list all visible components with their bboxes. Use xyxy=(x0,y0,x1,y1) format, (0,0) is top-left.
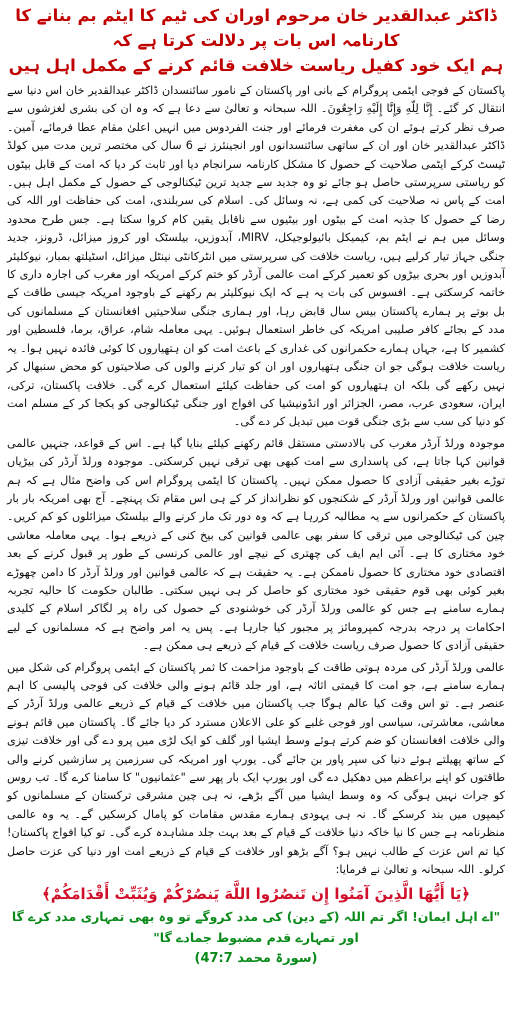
paragraph-3: عالمی ورلڈ آرڈر کی مردہ ہوتی طاقت کے باوجود مزاحمت کا ثمر پاکستان کے ایٹمی پروگرام کی شکل میں ہمارے سامنے ہے، جو امت کا قیمتی اثاثہ ہے، اور جلد قائم ہونے والی خلافت کی فوجی پالیسی کا اہم عنصر ہے۔ تو اس وقت کیا عالم ہوگا جب پاکستان میں خلافت کے قیام کے ذریعے عالمی ورلڈ آرڈر کے معاشی، معاشرتی، سیاسی اور فوجی غلبے کو علی الاعلان مسترد کر دیا جائے گا۔ پاکستان میں قائم ہونے والی خلافت افغانستان کو ضم کرتے ہوئے وسط ایشیا اور گلف کو ایک لڑی میں پرو دے گی اور خلافت تیزی کے ساتھ پھیلتے ہوئے دنیا کی سپر پاور بن جائے گی۔ یورپ اور امریکہ کی سرزمین پر سازشیں کرنے والی طاقتوں کو اپنے براعظم میں دھکیل دے گی اور یورپ ایک بار پھر سے "عثمانیوں" کا سامنا کرے گا۔ تب روس کو جرات نہیں ہوگی کہ وہ وسط ایشیا میں آگے بڑھے، نہ ہی چین مشرقی ترکستان کے مسلمانوں کو کیمپوں میں بند کرسکے گا۔ نہ ہی یہودی ہمارے مقدس مقامات کو پامال کرسکیں گے۔ یہ وہ عالمی منظرنامہ ہے جس کا نیا خاکہ دنیا خلافت کے قیام کے بعد بہت جلد مشاہدہ کرے گی۔ تو کیا افواج پاکستان! کیا تم اس عزت کے طالب نہیں ہو؟ آگے بڑھو اور خلافت کے قیام کے ذریعے امت اور دنیا کی عزت حاصل کرلو۔ اللہ سبحانہ و تعالیٰ نے فرمایا: xyxy=(7,660,505,877)
quran-verse: ﴿يَا أَيُّهَا الَّذِينَ آمَنُوا إِن تَنصُرُوا اللَّهَ يَنصُرْكُمْ وَيُثَبِّتْ أَقْدَامَكُمْ﴾ xyxy=(41,885,471,904)
verse-reference: (سورۃ محمد 47:7) xyxy=(194,951,318,967)
article-body xyxy=(7,82,505,879)
headline xyxy=(7,3,505,78)
headline-line-1: ڈاکٹر عبدالقدیر خان مرحوم اوران کی ٹیم کا ایٹم بم بنانے کا کارنامہ اس بات پر دلالت کرتا ہے کہ xyxy=(15,6,497,50)
paragraph-2: موجودہ ورلڈ آرڈر مغرب کی بالادستی مستقل قائم رکھنے کیلئے بنایا گیا ہے۔ اس کے قواعد، جنہیں عالمی قوانین کہا جاتا ہے، کی پاسداری سے امت کبھی بھی ترقی نہیں کرسکتی۔ موجودہ ورلڈ آرڈر کی بیڑیاں توڑے بغیر حقیقی آزادی کا حصول ممکن نہیں۔ پاکستان کا ایٹمی پروگرام اس کی واضح مثال ہے کہ ہم عالمی قوانین اور ورلڈ آرڈر کے شکنجوں کو نظرانداز کر کے ہی اس مقام تک پہنچے۔ آج بھی امریکہ بار بار پاکستان کے حکمرانوں سے یہ مطالبہ کررہا ہے کہ وہ دور تک مار کرنے والے بیلسٹک میزائلوں کو کم کریں۔ چین کی ٹیکنالوجی میں ترقی کا سفر بھی عالمی قوانین کی بیخ کنی کے ذریعے ہوا۔ یہی معاملہ معاشی خود مختاری کا ہے۔ آئی ایم ایف کی چھتری کے نیچے اور عالمی کرنسی کے طور پر قبول کرنے کے بعد اقتصادی خود مختاری کا حصول ناممکن ہے۔ یہ حقیقت ہے کہ عالمی قوانین اور ورلڈ آرڈر کا دامن چھوڑے بغیر کوئی بھی قوم حقیقی خود مختاری کو حاصل کر ہی نہیں سکتی۔ طالبان حکومت کا حالیہ تجربہ ہمارے سامنے ہے جس کو عالمی ورلڈ آرڈر کی خوشنودی کے حصول کی راہ پر لگاکر اسلام کے کلیدی احکامات پر درجہ بدرجہ کمپرومائز پر مجبور کیا جارہا ہے۔ پس یہ امر واضح ہے کہ مسلمانوں کے لیے حقیقی آزادی کا حصول صرف ریاست خلافت کے قیام کے ذریعے ہی ممکن ہے۔ xyxy=(7,436,505,653)
paragraph-1: پاکستان کے فوجی ایٹمی پروگرام کے بانی اور پاکستان کے نامور سائنسدان ڈاکٹر عبدالقدیر خان اس دنیا سے انتقال کر گئے۔ إِنَّا لِلّهِ وَإِنَّا إِلَيْهِ رَاجِعُونَ۔ اللہ سبحانہ و تعالیٰ سے دعا ہے کہ وہ ان کی بشری لغزشوں سے صرف نظر کرتے ہوئے ان کی مغفرت فرمائے اور جنت الفردوس میں انہیں اعلیٰ مقام عطا فرمائے، آمین۔ ڈاکٹر عبدالقدیر خان اور ان کے ساتھی سائنسدانوں اور انجینئرز نے 6 سال کی مختصر ترین مدت میں کولڈ ٹیسٹ کرکے ایٹمی صلاحیت کے حصول کا مشکل کارنامہ سرانجام دیا اور ثابت کر دیا کہ امت کے قابل بیٹوں کو ریاستی سرپرستی حاصل ہو جائے تو وہ جدید سے جدید ترین ٹیکنالوجی کے حصول کے مکمل اہل ہیں۔ امت کے پاس نہ صلاحیت کی کمی ہے، نہ وسائل کی۔ اسلام کی سربلندی، امت کی حفاظت اور اللہ کی رضا کے حصول کا جذبہ امت کے بیٹوں اور بیٹیوں سے ناقابل یقین کام کروا سکتا ہے۔ جس طرح محدود وسائل میں ہم نے ایٹم بم، کیمیکل بائیولوجیکل، MIRV، آبدوزیں، بیلسٹک اور کروز میزائل، ڈرونز، جدید جنگی جہاز تیار کرلیے ہیں، ریاست خلافت کی سرپرستی میں انٹرکانٹی نینٹل میزائل، اسٹیلتھ بمبار، نیوکلیئر آبدوزیں اور بحری بیڑوں کو تعمیر کرکے امت عالمی آرڈر کو ختم کرکے امریکہ اور مغرب کی اجارہ داری کا خاتمہ کرسکتی ہے۔ افسوس کی بات یہ ہے کہ ایک نیوکلیئر بم رکھنے کے باوجود امریکہ جیسی طاقت کے بل بوتے پر ہمارے پاکستان بیس سال قابض رہا، اور ہماری جنگی سلاحیتیں افغانستان کے مسلمانوں کی مدد کے بجائے کافر صلیبی امریکہ کی خاطر استعمال ہوئیں۔ یہی معاملہ شام، عراق، برما، فلسطین اور کشمیر کا ہے، جہاں ہمارے حکمرانوں کی غداری کے باعث امت کو ان ہتھیاروں کا کوئی فائدہ نہیں ہوا۔ یہ ریاست خلافت ہوگی جو ان جنگی ہتھیاروں اور ان کو تیار کرنے والوں کی صلاحیتوں کو محض سنبھال کر نہیں رکھے گی بلکہ ان ہتھیاروں کو امت کی حفاظت کیلئے استعمال کرے گی۔ خلافت پاکستان، ترکی، ایران، سعودی عرب، مصر، الجزائر اور انڈونیشیا کی افواج اور جنگی ٹیکنالوجی کو یکجا کر کے مسلم امت کو دنیا کی سب سے بڑی جنگی قوت میں تبدیل کر دے گی۔ xyxy=(7,84,505,429)
headline-line-2: ہم ایک خود کفیل ریاست خلافت قائم کرنے کے مکمل اہل ہیں xyxy=(8,56,504,75)
verse-translation: "اے اہل ایمان! اگر تم اللہ (کے دین) کی مدد کروگے تو وہ بھی تمہاری مدد کرے گا اور تمہارے قدم مضبوط جمادے گا" xyxy=(11,909,501,946)
